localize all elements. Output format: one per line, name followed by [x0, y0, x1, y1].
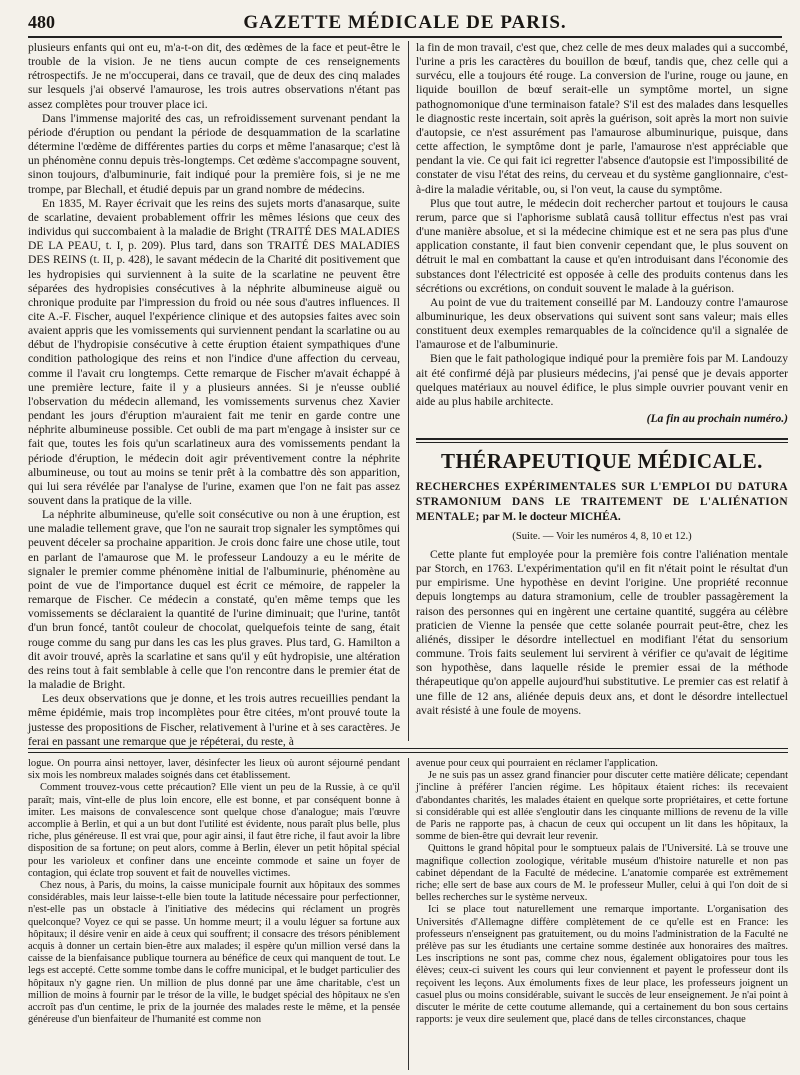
- left-paragraph: En 1835, M. Rayer écrivait que les reins des sujets morts d'anasarque, suite de scarlatine, devaient probablement offrir les mêmes lésions que ceux des individus qui succombaient à la maladie de Bright (TRAITÉ DES MALADIES DE LA PEAU, t. I, p. 209). Plus tard, dans son TRAITÉ DES MALADIES DES REINS (t. II, p. 428), le savant médecin de la Charité dit positivement que les hydropisies qui surviennent à la suite de la scarlatine ne peuvent être séparées des hydropisies consécutives à la néphrite albumineuse aiguë ou chronique produite par l'impression du froid ou née sous d'autres influences. Il cite A.-F. Fischer, auquel l'expérience clinique et des autopsies faites avec soin avaient appris que les vomissements qui surviennent pendant la scarlatine ou au début de l'hydropisie consécutive à cette éruption étaient sympathiques d'une condition pathologique des reins et non l'indice d'une affection du cerveau, comme il l'avait cru longtemps. Cette remarque de Fischer m'avait échappé à une première lecture, faite il y a plusieurs années. Si je n'eusse oublié l'observation du médecin allemand, les vomissements survenus chez Xavier pendant les jours d'éruption m'auraient fait me tenir en garde contre une néphrite albumineuse possible. Cet oubli de ma part m'engage à insister sur ce fait que, toutes les fois qu'un scarlatineux aura des vomissements pendant la période d'éruption, le médecin doit agir préventivement contre la néphrite albumineuse, ou tout au moins se tenir prêt à la combattre dès son apparition, qui lui sera révélée par l'analyse de l'urine, examen que l'on ne fait pas assez souvent dans la pratique de la ville.: [28, 196, 400, 507]
- article-paragraph: Cette plante fut employée pour la première fois contre l'aliénation mentale par Storch, en 1763. L'expérimentation qu'il en fit n'était point le résultat d'un pur empirisme. Une hypothèse en devint l'origine. Une propriété reconnue depuis longtemps au datura stramonium, celle de troubler passagèrement la raison des personnes qui en ingèrent une certaine quantité, suggéra au célèbre praticien de Vienne la pensée que cette solanée pourrait peut-être, chez les aliénés, dissiper le désordre intellectuel en modifiant l'état du sensorium commune. Trois faits seulement lui servirent à vérifier ce qu'avait de légitime son hypothèse, dans laquelle réside le premier essai de la méthode thérapeutique qu'on appelle aujourd'hui substitutive. Le premier cas est relatif à une fille de 12 ans, aliénée depuis deux ans, et dont le désordre intellectuel avait résisté à une foule de moyens.: [416, 548, 788, 717]
- feuilleton-divider: [408, 758, 409, 1070]
- left-column: [28, 41, 400, 748]
- left-paragraph: plusieurs enfants qui ont eu, m'a-t-on dit, des œdèmes de la face et peut-être le trouble de la vision. Je ne tiens aucun compte de ces renseignements rétrospectifs. Je ne m'occuperai, dans ce travail, que de deux des cinq malades sur lesquels j'ai observé l'amaurose, les trois autres observations n'étant pas assez complètes pour trouver place ici.: [28, 41, 400, 111]
- therapeutique-section: [416, 438, 788, 744]
- continuation-note: (La fin au prochain numéro.): [646, 412, 788, 426]
- feuilleton-paragraph: logue. On pourra ainsi nettoyer, laver, désinfecter les lieux où auront séjourné pendant six mois les nombreux malades soignés dans cet établissement.: [28, 758, 400, 782]
- feuilleton-left-column: [28, 758, 400, 1070]
- feuilleton-paragraph: Chez nous, à Paris, du moins, la caisse municipale fournit aux hôpitaux des sommes considérables, mais leur laisse-t-elle bien toute la latitude nécessaire pour perfectionner, n'est-elle pas un obstacle à l'initiative des médecins qui réclament un progrès quelconque? Voyez ce qui se passe. Un homme meurt; il a voulu léguer sa fortune aux hôpitaux; il désire venir en aide à ceux qui souffrent; il consacre des trésors péniblement acquis à donner un certain bien-être aux malades; il espère qu'un million versé dans la caisse de la bienfaisance publique tournera au bénéfice de ceux qui manquent de tout. Le legs est accepté. Cette somme tombe dans le coffre municipal, et le budget particulier des hôpitaux n'y gagne rien. Un million de plus donné par une âme charitable, c'est un million de moins à fournir par le trésor de la ville, le budget spécial des hôpitaux ne s'en accroît pas d'un centime, le prix de la journée des malades reste le même, et la pensée généreuse d'un bienfaiteur de l'humanité est comme non: [28, 880, 400, 1026]
- left-paragraph: La néphrite albumineuse, qu'elle soit consécutive ou non à une éruption, est une maladie tellement grave, que l'on ne saurait trop signaler les symptômes qui peuvent déceler sa prochaine apparition. Je crois donc faire une chose utile, tout en parlant de l'amaurose que M. le professeur Landouzy a eu le mérite de signaler le premier comme phénomène initial de l'albuminurie, phénomène au point de vue de l'importance duquel est écrit ce mémoire, de rappeler la remarque de Fischer. Ce médecin a constaté, qu'en même temps que les vomissements se déclaraient la quantité de l'urine diminuait; que l'urine, tantôt d'un brun foncé, tantôt couleur de chocolat, quelquefois teinte de sang, était rouge comme du sang pur dans les cas les plus graves. Plus tard, G. Hamilton a dit avoir trouvé, après la scarlatine et sans qu'il y eût hydropisie, une altération des reins tout à fait semblable à celle que l'on rencontre dans le premier état de la maladie de Bright.: [28, 508, 400, 692]
- feuilleton-separator: [28, 748, 788, 753]
- left-paragraph: Dans l'immense majorité des cas, un refroidissement survenant pendant la période d'éruption ou pendant la période de desquammation de la scarlatine détermine l'œdème de différentes parties du corps et même l'anasarque; c'est là un phénomène connu depuis très-longtemps. Cet œdème s'accompagne souvent, sinon toujours, d'albuminurie, fait indiqué pour la première fois, si je ne me trompe, par Blechall, et étudié depuis par un grand nombre de médecins.: [28, 111, 400, 196]
- right-paragraph: Plus que tout autre, le médecin doit rechercher partout et toujours le causa rerum, parce que si l'aphorisme sublatâ causâ tollitur effectus n'est pas vrai d'une manière absolue, et si la médecine chimique est et ne sera pas plus d'une application constante, il faut bien convenir cependant que, le plus souvent on détruit le mal en combattant la cause et qu'en introduisant dans l'économie des substances dont l'électricité est opposée à celle des produits contenus dans les sécrétions ou excrétions, on conduit souvent le malade à la guérison.: [416, 196, 788, 295]
- feuilleton-paragraph: Je ne suis pas un assez grand financier pour discuter cette matière délicate; cependant j'incline à préférer l'ancien régime. Les hôpitaux étaient riches: ils recevaient d'abondantes charités, les malades étaient en quelque sorte propriétaires, et cette fortune si considérable qui est allée s'engloutir dans les cinquante millions de revenu de la ville de Paris ne rapporte pas, à chacun de ceux qui occupent un lit dans les hôpitaux, la somme de bien-être qui devrait leur revenir.: [416, 770, 788, 843]
- feuilleton-paragraph: Ici se place tout naturellement une remarque importante. L'organisation des Universités d'Allemagne diffère complètement de ce qu'elle est en France: les professeurs n'enseignent pas gratuitement, ou du moins l'administration de la Faculté ne prélève pas sur les étudiants une certaine somme destinée aux honoraires des maîtres. Les inscriptions ne sont pas, comme chez nous, également obligatoires pour tous les élèves; ceux-ci suivent les cours qui leur conviennent et payent le professeur dont ils reçoivent les leçons. Aux émoluments fixes de leur place, les professeurs joignent un casuel plus ou moins considérable, suivant le succès de leur enseignement. Je n'ai point à discuter le mérite de cette coutume allemande, qui a certainement du bon sous certains rapports: je veux dire seulement que, placé dans de telles circonstances, chaque: [416, 904, 788, 1026]
- column-divider: [408, 41, 409, 741]
- feuilleton-paragraph: avenue pour ceux qui pourraient en réclamer l'application.: [416, 758, 658, 769]
- feuilleton-paragraph: Comment trouvez-vous cette précaution? Elle vient un peu de la Russie, à ce qu'il paraît; mais, vînt-elle de plus loin encore, elle est bonne, et par conséquent bonne à imiter. Les maisons de convalescence sont quelque chose d'analogue; mais l'œuvre accomplie à Berlin, et qui a un but dont l'utilité est évidente, nous paraît plus belle, plus riche, plus généreuse. Il est vrai que, pour agir ainsi, il faut être riche, il faut avoir la libre disposition de sa fortune; on peut alors, comme à Berlin, élever un petit hôpital spécial pour les varioleux et confiner dans une enceinte commode et saine un foyer de contagion, qui éclate trop souvent et fait de nouvelles victimes.: [28, 782, 400, 879]
- article-title: RECHERCHES EXPÉRIMENTALES SUR L'EMPLOI DU DATURA STRAMONIUM DANS LE TRAITEMENT DE L'ALIÉNATION MENTALE;: [416, 481, 788, 523]
- continuation-reference: (Suite. — Voir les numéros 4, 8, 10 et 12.): [512, 531, 692, 542]
- page-header: [28, 10, 782, 38]
- section-rule: [416, 438, 788, 443]
- right-paragraph: Bien que le fait pathologique indiqué pour la première fois par M. Landouzy ait été confirmé déjà par plusieurs médecins, j'ai pensé que je devais apporter quelques matériaux au nouvel édifice, le plus simple ouvrier pouvant venir en aide au plus habile architecte.: [416, 352, 788, 408]
- left-paragraph: Les deux observations que je donne, et les trois autres recueillies pendant la même épidémie, mais trop incomplètes pour être citées, m'ont prouvé toute la justesse des propositions de Fischer, relativement à l'urine et à ses caractères. Je ferai en passant une remarque que je répéterai, du reste, à: [28, 692, 400, 748]
- right-paragraph: Au point de vue du traitement conseillé par M. Landouzy contre l'amaurose albuminurique, les deux observations qui suivent sont sans valeur; mais elles constituent deux exemples remarquables de la coïncidence qu'il a signalée de l'amaurose et de l'albuminurie.: [416, 295, 788, 352]
- feuilleton-right-column: [416, 758, 788, 1070]
- page-number: 480: [28, 12, 55, 32]
- running-title: GAZETTE MÉDICALE DE PARIS.: [243, 12, 567, 33]
- article-author: par M. le docteur MICHÉA.: [482, 511, 621, 523]
- right-paragraph: la fin de mon travail, c'est que, chez celle de mes deux malades qui a succombé, l'urine a pris les caractères du bouillon de bœuf, tandis que, chez celle qui a survécu, elle a toujours été rouge. La conversion de l'urine, rouge ou jaune, en liquide bouillon de bœuf serait-elle un symptôme mortel, un signe pathognomonique d'une terminaison fatale? S'il est des malades dans lesquelles le diagnostic reste incertain, soit après la guérison, soit après la mort non suivie d'autopsie, ce n'est assurément pas l'amaurose albuminurique, puisque, dans cette affection, le symptôme dont je parle, l'amaurose n'est appréciable que pendant la vie. Ce qui fait ici regretter l'absence d'autopsie est l'impossibilité de constater de visu l'état des reins, du cerveau et du système ganglionnaire, c'est-à-dire la maladie véritable, ou, si l'on veut, la cause du symptôme.: [416, 41, 788, 196]
- section-title: THÉRAPEUTIQUE MÉDICALE.: [441, 449, 763, 473]
- article-body: [416, 548, 788, 718]
- right-column: [416, 41, 788, 431]
- feuilleton-paragraph: Quittons le grand hôpital pour le somptueux palais de l'Université. Là se trouve une magnifique collection zoologique, véritable muséum d'histoire naturelle et non pas cabinet dépendant de la Faculté de médecine. L'anatomie comparée est extrêmement riche; elle sert de base aux cours de M. le professeur Muller, celui à qui l'on doit de si belles recherches sur le système nerveux.: [416, 843, 788, 904]
- article-heading: [416, 480, 788, 525]
